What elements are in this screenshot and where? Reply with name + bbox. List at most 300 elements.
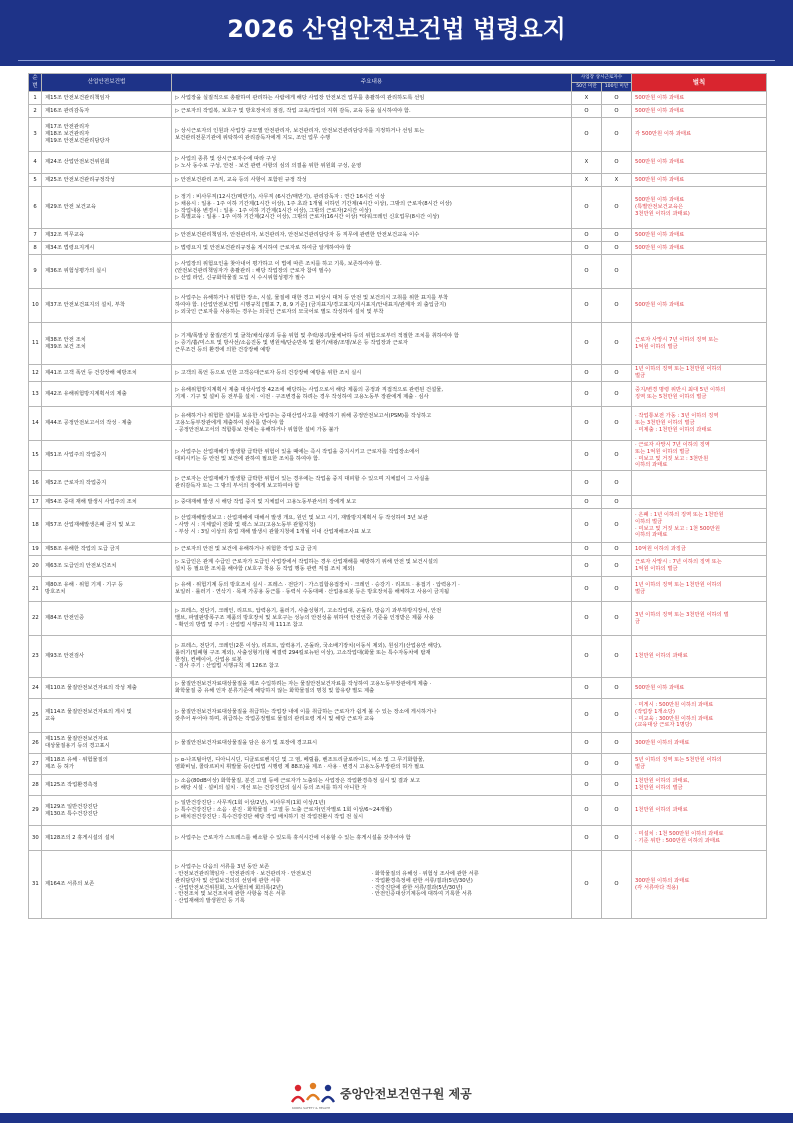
law-article-line: 방호조치 <box>45 589 66 596</box>
law-article <box>42 289 172 323</box>
law-article-line: 제18조 보건관리자 <box>45 131 90 138</box>
law-article <box>42 152 172 174</box>
content-line: ▷ 유해 · 위험기계 등의 방호조치 실시 · 프레스 · 전단기 · 가스집합용접장치 · 크레인 · 승강기 · 리프트 · 용접기 · 압력용기 · <box>175 582 460 589</box>
main-content <box>172 556 572 577</box>
row-number: 21 <box>29 577 42 602</box>
applies-under-50: O <box>572 471 602 496</box>
law-article-line: 제129조 일반건강진단 <box>45 803 98 810</box>
penalty-line: 500만원 이하 과태료 <box>635 302 685 309</box>
table-row <box>29 754 767 775</box>
footer-org-sub: KOREA SAFETY & HEALTH <box>292 1106 331 1110</box>
row-number: 13 <box>29 382 42 407</box>
law-article <box>42 118 172 152</box>
law-article-line: 제19조 안전보건관리담당자 <box>45 137 110 144</box>
penalty-line: · 은폐 : 1년 이하의 징역 또는 1천만원 <box>635 512 724 519</box>
penalty-line: 500만원 이하 과태료 <box>635 107 685 114</box>
header-penalty: 벌칙 <box>632 74 767 92</box>
penalty <box>632 174 767 187</box>
content-line: ▷ 일반건강진단 : 사무직(1회 이상/2년), 비사무직(1회 이상/1년) <box>175 800 326 807</box>
law-article <box>42 577 172 602</box>
content-line: 갖추어 두어야 하며, 취급하는 작업공정별로 물질의 관리요령 게시 및 해당 근로자 교육 <box>175 715 375 722</box>
law-article <box>42 365 172 382</box>
law-article-line: 제80조 유해 · 위험 기계 · 기구 등 <box>45 582 124 589</box>
applies-under-50: O <box>572 636 602 678</box>
content-line: ▷ 고객의 폭언 등으로 인한 고객응대근로자 등의 건강장해 예방을 위한 조치 실시 <box>175 369 362 376</box>
penalty-line: · 기준 위반 : 500만원 이하의 과태료 <box>635 838 721 845</box>
content-line: ▷ 프레스, 전단기, 크레인, 리프트, 압력용기, 롤러기, 사출성형기, 고소작업대, 곤돌라, 방음기 과부하방지장치, 안전 <box>175 608 442 615</box>
main-content <box>172 602 572 636</box>
table-row <box>29 733 767 754</box>
table-row <box>29 509 767 543</box>
law-article-line: 제128조의 2 휴게시설의 설치 <box>45 834 115 841</box>
penalty <box>632 289 767 323</box>
main-content <box>172 636 572 678</box>
content-line: ▷ 사업주는 다음의 서류를 3년 동안 보존 <box>175 864 270 871</box>
content-line: - 사망 시 : 지체없이 전화 및 팩스 보고(고용노동부 관할지청) <box>175 522 316 529</box>
applies-under-50: O <box>572 323 602 365</box>
penalty-line: 1억원 이하의 벌금 <box>635 343 678 350</box>
main-content <box>172 382 572 407</box>
law-article <box>42 496 172 509</box>
penalty <box>632 577 767 602</box>
law-article <box>42 556 172 577</box>
law-article <box>42 796 172 826</box>
applies-under-50: O <box>572 678 602 699</box>
main-content <box>172 509 572 543</box>
law-article <box>42 543 172 556</box>
row-number: 10 <box>29 289 42 323</box>
content-line: 대피시키는 등 안전 및 보건에 관하여 필요한 조치를 하여야 함. <box>175 455 320 462</box>
law-article-line: 제44조 공정안전보고서의 작성 · 제출 <box>45 420 132 427</box>
penalty-line: 1년 이하의 징역 또는 1천만원 이하의 <box>635 582 722 589</box>
content-line: ▷ 산업재해발생보고 : 산업재해에 대해서 발생 개요, 원인 및 보고 시기, 재발방지계획서 등 작성하여 3년 보관 <box>175 515 428 522</box>
law-article <box>42 407 172 441</box>
applies-under-100: O <box>602 577 632 602</box>
row-number: 3 <box>29 118 42 152</box>
applies-under-50: O <box>572 441 602 471</box>
row-number: 9 <box>29 255 42 289</box>
content-line: 근무조건 등의 환경에 의한 건강장해 예방 <box>175 346 271 353</box>
footer-org-name: 중앙안전보건연구원 제공 <box>340 1087 472 1101</box>
penalty <box>632 242 767 255</box>
penalty-line: 벌금 <box>635 764 646 771</box>
row-number: 24 <box>29 678 42 699</box>
content-line: ▷ 산업 라인, 신규화학물질 도입 시 수시위험성평가 필수 <box>175 274 306 281</box>
main-content <box>172 118 572 152</box>
table-row <box>29 636 767 678</box>
content-line: ▷ 사업주는 산업재해가 발생할 급박한 위험이 있을 때에는 즉시 작업을 중지시키고 근로자를 작업장소에서 <box>175 448 420 455</box>
main-content <box>172 577 572 602</box>
row-number: 7 <box>29 229 42 242</box>
penalty-line: 이하의 과태료 <box>635 462 668 469</box>
footer-bar <box>0 1113 793 1123</box>
penalty <box>632 105 767 118</box>
applies-under-100: O <box>602 699 632 733</box>
content-line: ▷ 안전보건관리책임자, 안전관리자, 보건관리자, 안전보건관리담당자 등 직무에 관련한 안전보건교육 이수 <box>175 231 420 238</box>
law-article-line: 제110조 물질안전보건자료의 작성 제출 <box>45 684 137 691</box>
table-row <box>29 407 767 441</box>
penalty-line: 또는 3천만원 이하의 벌금 <box>635 420 695 427</box>
content-line: · 안전보건관리책임자 · 안전관리자 · 보건관리자 · 안전보건 <box>175 871 312 878</box>
penalty <box>632 826 767 851</box>
penalty-line: 1년 이하의 징역 또는 1천만원 이하의 <box>635 366 722 373</box>
applies-under-100: O <box>602 796 632 826</box>
content-right <box>372 871 569 905</box>
content-line: 밸브, 파열판방폭구조 제품의 방호장치 및 보호구는 성능의 안전성을 위하여 안전인증 기준을 인정받은 제품 사용 <box>175 615 434 622</box>
applies-under-50: O <box>572 602 602 636</box>
content-line: ▷ 특수건강진단 : 소음 · 분진 · 화학물질 · 고열 등 노출 근로자(인자별로 1회 이상/6~24개월) <box>175 807 392 814</box>
applies-under-100: O <box>602 471 632 496</box>
penalty-line: 300만원 이하의 과태료 <box>635 877 690 884</box>
content-line: ▷ 안전보건관리 조직, 교육 등의 사항이 포함된 규정 작성 <box>175 176 307 183</box>
penalty-line: · 미보고 및 거짓 보고 : 3천만원 <box>635 455 709 462</box>
content-line: ▷ 배치전건강진단 : 특수건강진단 해당 작업 배치하기 전 작업전환시 작업 전 실시 <box>175 813 364 820</box>
table-row <box>29 323 767 365</box>
law-article-line: 제115조 물질안전보건자료 <box>45 736 108 743</box>
penalty-line: · 미설치 : 1천 500만원 이하의 과태료 <box>635 831 724 838</box>
content-line: · 산업재해의 발생원인 등 기록 <box>175 898 245 905</box>
content-line: 고용노동부장관에게 제출하여 심사를 받아야 함 <box>175 420 285 427</box>
applies-under-50: O <box>572 118 602 152</box>
penalty-line: (특별안전보건교육은 <box>635 204 684 211</box>
header-rule <box>18 60 775 61</box>
row-number: 22 <box>29 602 42 636</box>
law-article-line: 제114조 물질안전보건자료의 게시 및 <box>45 708 132 715</box>
main-content <box>172 543 572 556</box>
law-article-line: 제16조 관리감독자 <box>45 107 90 114</box>
applies-under-50: X <box>572 152 602 174</box>
main-content <box>172 441 572 471</box>
main-content <box>172 826 572 851</box>
applies-under-100: O <box>602 289 632 323</box>
applies-under-100: O <box>602 92 632 105</box>
applies-under-100: O <box>602 851 632 919</box>
penalty-line: 근로자 사망시 7년 이하의 징역 또는 <box>635 336 719 343</box>
main-content <box>172 678 572 699</box>
main-content <box>172 105 572 118</box>
penalty <box>632 636 767 678</box>
main-content <box>172 754 572 775</box>
table-row <box>29 826 767 851</box>
law-article-line: 제93조 안전검사 <box>45 653 85 660</box>
content-line: · 안전인증대상기계등에 대하여 기록한 서류 <box>371 891 473 898</box>
applies-under-100: O <box>602 255 632 289</box>
applies-under-50: O <box>572 187 602 229</box>
header-under50: 50인 미만 <box>572 83 602 92</box>
content-line: ▷ 중대재해 발생 시 해당 작업 중지 및 지체없이 고용노동부관서의 장에게 보고 <box>175 498 357 505</box>
penalty-line: 500만원 이하 과태료 <box>635 159 685 166</box>
row-number: 1 <box>29 92 42 105</box>
applies-under-100: O <box>602 826 632 851</box>
applies-under-100: O <box>602 636 632 678</box>
applies-under-50: O <box>572 255 602 289</box>
content-line: 한정), 컨베이어, 산업용 로봇 <box>175 656 242 663</box>
law-article <box>42 92 172 105</box>
header-under100: 100인 미만 <box>602 83 632 92</box>
applies-under-50: O <box>572 242 602 255</box>
applies-under-50: O <box>572 105 602 118</box>
content-line: ▷ 물질안전보건자료대상물질을 제조 수입하려는 자는 물질안전보건자료를 작성하여 고용노동부장관에게 제출 · <box>175 681 432 688</box>
row-number: 20 <box>29 556 42 577</box>
page-title: 2026 산업안전보건법 법령요지 <box>227 15 566 43</box>
law-article-line: 제130조 특수건강진단 <box>45 810 98 817</box>
applies-under-50: O <box>572 496 602 509</box>
penalty <box>632 441 767 471</box>
table-row <box>29 255 767 289</box>
content-line: ▷ 유해하거나 위험한 설비를 보유한 사업주는 중대산업사고를 예방하기 위해 공정안전보고서(PSM)를 작성하고 <box>175 413 432 420</box>
content-line: ▷ 해당 시설 · 설비의 설치 · 개선 또는 건강진단의 실시 등의 조치를 하지 아니한 자 <box>175 785 367 792</box>
penalty-line: · 근로자 사망시 7년 이하의 징역 <box>635 442 710 448</box>
law-article <box>42 733 172 754</box>
main-content <box>172 775 572 796</box>
applies-under-50: O <box>572 289 602 323</box>
row-number: 16 <box>29 471 42 496</box>
row-number: 4 <box>29 152 42 174</box>
applies-under-50: X <box>572 174 602 187</box>
law-article <box>42 754 172 775</box>
main-content <box>172 255 572 289</box>
penalty <box>632 509 767 543</box>
applies-under-100: O <box>602 602 632 636</box>
row-number: 30 <box>29 826 42 851</box>
row-number: 26 <box>29 733 42 754</box>
law-article <box>42 242 172 255</box>
applies-under-50: O <box>572 775 602 796</box>
content-line: · 건강진단에 관한 서류/결과(5년/30년) <box>371 884 463 891</box>
law-article <box>42 105 172 118</box>
penalty-line: 이하의 과태료 <box>635 532 668 539</box>
table-row <box>29 678 767 699</box>
content-line: ▷ 증기/흄/미스트 및 방사선/소음진동 및 병원체/단순반복 및 환기/채광/조명/보온 등 작업장과 근로자 <box>175 340 408 347</box>
penalty-line: 5년 이하의 징역 또는 5천만원 이하의 <box>635 757 722 764</box>
content-line: ▷ 특별교육 : 일용 · 1주 이하 기간제(2시간 이상), 그밖의 근로자(16시간 이상) *타워크레인 신호업무(8시간 이상) <box>175 214 440 221</box>
main-content <box>172 733 572 754</box>
penalty <box>632 733 767 754</box>
law-article <box>42 636 172 678</box>
content-line: · 안전조치 및 보건조치에 관한 사항을 적은 서류 <box>175 891 286 898</box>
content-line: ▷ α-나프틸아민, 디아니시딘, 디클로로벤지딘 및 그 염, 베릴륨, 벤조트리클로라이드, 비소 및 그 무기화합물, <box>175 757 425 764</box>
row-number: 8 <box>29 242 42 255</box>
main-content <box>172 471 572 496</box>
table-row <box>29 441 767 471</box>
content-left <box>175 871 372 905</box>
penalty-line: · 미게시 : 500만원 이하의 과태료 <box>635 702 714 709</box>
content-line: ▷ 근로자는 산업재해가 발생할 급박한 위험이 있는 경우에는 작업을 중지 대피할 수 있으며 지체없이 그 사실을 <box>175 476 430 483</box>
content-line: · 화학물질의 유해성 · 위험성 조사에 관한 서류 <box>371 871 479 878</box>
main-content <box>172 174 572 187</box>
content-line: 화학물질 중 유해 인자 분류기준에 해당하지 않는 화학물질의 명칭 및 함유량 별도 제출 <box>175 688 375 695</box>
applies-under-50: O <box>572 851 602 919</box>
penalty-line: 500만원 이하 과태료 <box>635 94 685 101</box>
applies-under-50: O <box>572 556 602 577</box>
table-row <box>29 556 767 577</box>
applies-under-100: O <box>602 543 632 556</box>
applies-under-100: O <box>602 118 632 152</box>
applies-under-50: O <box>572 733 602 754</box>
content-line: 보일러 · 롤러기 · 연삭기 · 목재 가공용 둥근톱 · 동력식 수동대패 · 산업용로봇 등은 방호장치를 해체하고 사용이 금지됨 <box>175 589 450 596</box>
content-line: - 확인의 방법 및 주기 : 산업법 시행규칙 제 111조 참고 <box>175 621 303 628</box>
applies-under-100: X <box>602 174 632 187</box>
penalty <box>632 754 767 775</box>
penalty <box>632 496 767 509</box>
content-line: · 산업안전보건위원회, 노사협의체 회의록(2년) <box>175 884 284 891</box>
applies-under-100: O <box>602 775 632 796</box>
main-content <box>172 323 572 365</box>
penalty <box>632 229 767 242</box>
header-content: 주요내용 <box>172 74 572 92</box>
page-header <box>0 0 793 66</box>
law-article-line: 제17조 안전관리자 <box>45 124 90 131</box>
law-article-line: 제39조 보건 조치 <box>45 343 86 350</box>
penalty <box>632 92 767 105</box>
law-article-line: 제24조 산업안전보건위원회 <box>45 159 110 166</box>
content-line: ▷ 상시근로자의 인원과 사업장 규모별 안전관리자, 보건관리자, 안전보건관리담당자를 지정하거나 선임 또는 <box>175 127 425 134</box>
penalty <box>632 471 767 496</box>
law-article <box>42 441 172 471</box>
penalty-line: 300만원 이하의 과태료 <box>635 739 690 746</box>
row-number: 23 <box>29 636 42 678</box>
penalty-line: 중지/변경 명령 위반시 최대 5년 이하의 <box>635 387 726 394</box>
row-number: 27 <box>29 754 42 775</box>
law-article <box>42 826 172 851</box>
main-content <box>172 407 572 441</box>
table-row <box>29 577 767 602</box>
content-line: · 작업환경측정에 관한 서류/결과(5년/30년) <box>371 877 473 884</box>
content-line: 관리감독자 또는 그 밖의 부서의 장에게 보고하여야 함 <box>175 483 300 490</box>
main-content <box>172 496 572 509</box>
penalty <box>632 187 767 229</box>
content-line: ▷ 작업내용 변경시 : 일용 · 1주 이하 기간제(1시간 이상), 그밖의 근로자(2시간 이상) <box>175 207 372 214</box>
penalty-line: 금 <box>635 618 641 625</box>
row-number: 17 <box>29 496 42 509</box>
content-line: ▷ 노사 동수로 구성, 안전 · 보건 관련 사항의 심의 의결을 위한 위원회 구성, 운영 <box>175 162 362 169</box>
main-content <box>172 851 572 919</box>
row-number: 12 <box>29 365 42 382</box>
main-content <box>172 187 572 229</box>
law-article-line: 제34조 법령요지게시 <box>45 244 95 251</box>
content-line: ▷ 기계/폭발성 물질/전기 및 굴착/채석/붕괴 등을 위험 및 추락/붕괴/물체낙하 등의 위험으로부터 적절한 조치를 취하여야 함 <box>175 333 459 340</box>
content-line: 롤러기(밀폐형 구조 제외), 사출성형기(형 체결력 294킬로뉴턴 이상), 고소작업대(화물 또는 특수자동차에 탑재 <box>175 649 431 656</box>
content-line: (안전보건관리책임자가 총괄관리 : 해당 작업장의 근로자 참여 필수) <box>175 268 331 275</box>
table-row <box>29 289 767 323</box>
table-row <box>29 471 767 496</box>
penalty <box>632 543 767 556</box>
table-row <box>29 382 767 407</box>
table-row <box>29 92 767 105</box>
content-line: 기계 · 기구 및 설비 등 전부를 설치 · 이전 · 구조변경을 하려는 경우 작성하여 고용노동부 장관에게 제출 · 심사 <box>175 394 429 400</box>
penalty <box>632 323 767 365</box>
law-article <box>42 851 172 919</box>
applies-under-100: O <box>602 407 632 441</box>
penalty-line: (교육대상 근로자 1명당) <box>635 722 692 729</box>
row-number: 19 <box>29 543 42 556</box>
table-row <box>29 229 767 242</box>
table-row <box>29 105 767 118</box>
penalty-line: 이하의 벌금 <box>635 518 663 525</box>
table-row <box>29 699 767 733</box>
footer-logo <box>290 1078 510 1114</box>
applies-under-100: O <box>602 678 632 699</box>
content-line: ▷ 유해위험방지계획서 제출 대상사업장 42조에 해당하는 사업으로서 해당 제품의 공정과 직접적으로 관련된 건설물, <box>175 387 444 394</box>
row-number: 14 <box>29 407 42 441</box>
law-article <box>42 509 172 543</box>
law-article-line: 제37조 안전보건표지의 설치, 부착 <box>45 302 125 309</box>
penalty <box>632 775 767 796</box>
main-content <box>172 92 572 105</box>
main-content <box>172 699 572 733</box>
table-body <box>29 92 767 919</box>
content-line: ▷ 소음(80dB이상) 화학물질, 분진 고열 등에 근로자가 노출되는 사업장은 작업환경측정 실시 및 결과 보고 <box>175 778 421 785</box>
law-article-line: 제41조 고객 폭언 등 건강장해 예방조치 <box>45 369 137 376</box>
penalty-line: 500만원 이하 과태료 <box>635 197 685 204</box>
content-line: ▷ 도급인은 관계 수급인 근로자가 도급인 사업장에서 작업하는 경우 산업재해를 예방하기 위해 안전 및 보건시설의 <box>175 559 439 566</box>
applies-under-50: O <box>572 365 602 382</box>
content-line: ▷ 외국인 근로자를 사용하는 경우는 외국인 근로자의 모국어로 별도 작성하여 설치 및 부착 <box>175 308 384 315</box>
applies-under-50: O <box>572 382 602 407</box>
penalty <box>632 851 767 919</box>
penalty-line: · 미보고 및 거짓 보고 : 1천 500만원 <box>635 525 721 532</box>
row-number: 6 <box>29 187 42 229</box>
applies-under-100: O <box>602 105 632 118</box>
law-article <box>42 382 172 407</box>
row-number: 25 <box>29 699 42 733</box>
applies-under-100: O <box>602 733 632 754</box>
law-article-line: 대상물질용기 등의 경고표시 <box>45 743 110 750</box>
header-law: 산업안전보건법 <box>42 74 172 92</box>
law-article-line: 제36조 위험성평가의 실시 <box>45 268 107 275</box>
main-content <box>172 229 572 242</box>
table-row <box>29 118 767 152</box>
content-line: ▷ 근로자의 작업복, 보호구 및 방호장치의 점검, 작업 교육/작업의 지휘 감독, 교육 등을 실시하여야 함. <box>175 107 411 114</box>
row-number: 31 <box>29 851 42 919</box>
content-columns <box>175 871 568 905</box>
applies-under-100: O <box>602 152 632 174</box>
law-article-line: 제29조 안전 보건교육 <box>45 204 97 211</box>
table-row <box>29 602 767 636</box>
main-content <box>172 289 572 323</box>
table-row <box>29 775 767 796</box>
law-article-line: 제51조 사업주의 작업중지 <box>45 452 107 459</box>
penalty-line: 각 500만원 이하 과태료 <box>635 131 692 138</box>
content-line: ▷ 물질안전보건자료대상물질을 담은 용기 및 포장에 경고표시 <box>175 739 318 746</box>
content-line: ▷ 사업주는 유해하거나 위험한 장소, 시설, 물질에 대한 경고 비상시 대처 등 안전 및 보건의식 고취를 위한 표지를 부착 <box>175 295 449 302</box>
content-line: ▷ 채용시 : 일용 · 1주 이하 기간제(1시간 이상), 1주 초과 1개월 이하인 기간제(4시간 이상), 그밖의 근로자(8시간 이상) <box>175 200 452 207</box>
penalty-line: 500만원 이하 과태료 <box>635 684 685 691</box>
penalty-line: 1억원 이하의 벌금 <box>635 566 678 573</box>
penalty <box>632 118 767 152</box>
law-article-line: 교육 <box>45 715 56 722</box>
law-article-line: 제84조 안전인증 <box>45 615 85 622</box>
applies-under-100: O <box>602 556 632 577</box>
applies-under-50: O <box>572 543 602 556</box>
penalty-line: 3천만원 이하의 과태료) <box>635 210 690 217</box>
content-line: ▷ 사업장의 위험요인을 찾아내어 평가하고 이 법에 따른 조치를 하고 기록, 보존하여야 함. <box>175 261 382 268</box>
table-row <box>29 174 767 187</box>
penalty-line: 500만원 이하 과태료 <box>635 244 685 251</box>
law-article <box>42 678 172 699</box>
main-content <box>172 152 572 174</box>
content-line: ▷ 법령요지 및 안전보건관리규정을 게시하여 근로자로 하여금 알게하여야 함 <box>175 244 352 251</box>
law-article-line: 제58조 유해한 작업의 도급 금지 <box>45 545 120 552</box>
penalty-line: 또는 1억원 이하의 벌금 <box>635 448 690 455</box>
law-article <box>42 323 172 365</box>
content-line: ▷ 근로자의 안전 및 보건에 유해하거나 위험한 작업 도급 금지 <box>175 545 318 552</box>
law-article-line: 제164조 서류의 보존 <box>45 881 95 888</box>
content-line: ▷ 프레스, 전단기, 크레인(2톤 이상), 리프트, 압력용기, 곤돌라, 국소배기장치(이동식 제외), 원심기(산업용만 해당), <box>175 643 442 650</box>
penalty-line: 근로자 사망시 : 7년 이하의 징역 또는 <box>635 559 722 566</box>
table-row <box>29 187 767 229</box>
penalty-line: 500만원 이하 과태료 <box>635 231 685 238</box>
